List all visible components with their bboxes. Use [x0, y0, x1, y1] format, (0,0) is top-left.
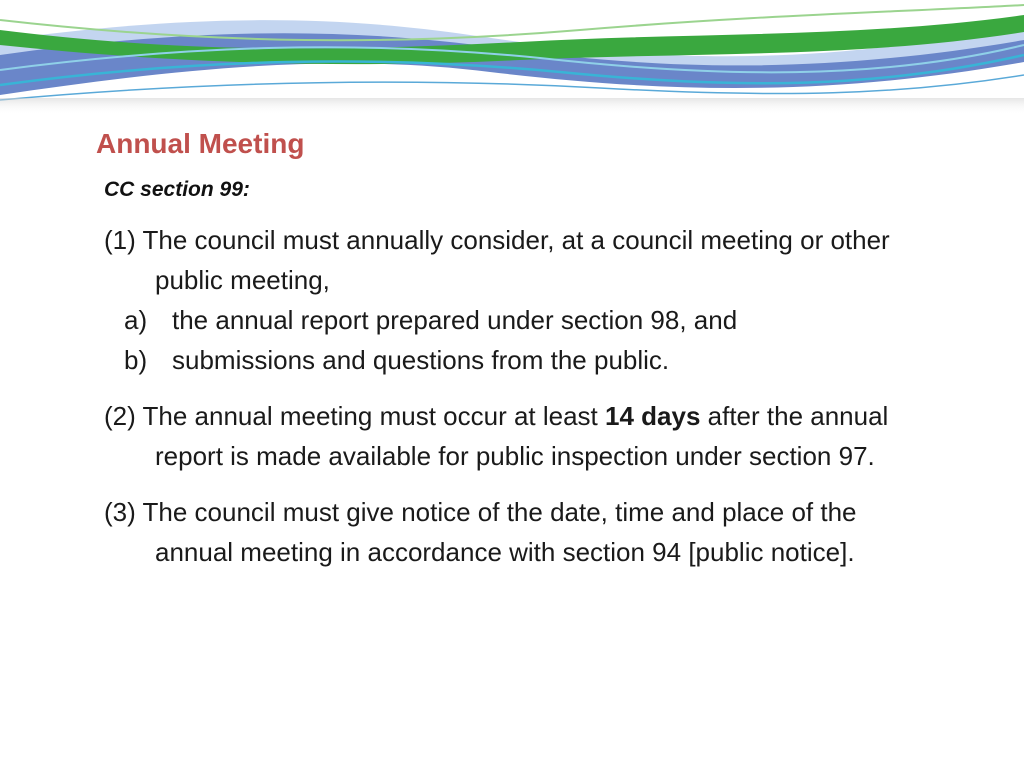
paragraph-2-after: after the annual report is made available for public inspection under section 97.	[155, 401, 889, 471]
paragraph-2	[104, 396, 934, 476]
paragraph-1: (1) The council must annually consider, at a council meeting or other public meeting,	[104, 225, 890, 295]
list-marker: a)	[124, 305, 148, 335]
wave-decoration	[0, 0, 1024, 115]
section-reference: CC section 99:	[104, 178, 250, 201]
list-item-a	[104, 300, 934, 340]
slide-title: Annual Meeting	[96, 128, 305, 159]
header-banner	[0, 0, 1024, 115]
slide-body	[104, 220, 934, 588]
paragraph-3: (3) The council must give notice of the date, time and place of the annual meeting in accordance with section 94 [public notice].	[104, 497, 857, 567]
list-item-text: submissions and questions from the public.	[172, 345, 670, 375]
emphasis-14-days: 14 days	[605, 401, 701, 431]
paragraph-2-before: (2) The annual meeting must occur at least	[104, 401, 605, 431]
list-item-b	[104, 340, 934, 380]
list-marker: b)	[124, 345, 148, 375]
list-item-text: the annual report prepared under section 98, and	[172, 305, 738, 335]
sub-items-list	[104, 300, 934, 380]
